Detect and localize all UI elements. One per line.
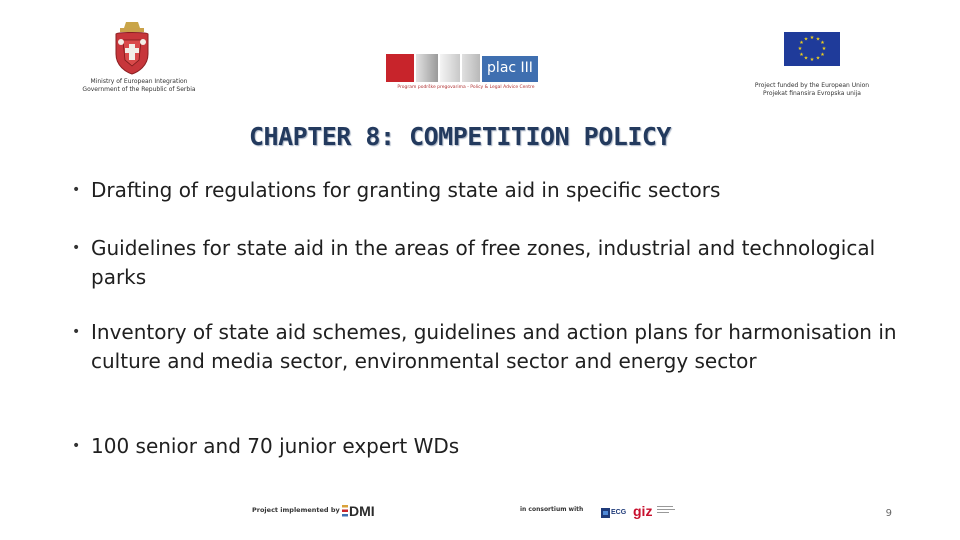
eu-flag-icon [784,32,840,66]
dmi-logo [342,503,384,519]
list-item [72,432,911,461]
bullet-dot-icon: • [72,182,81,198]
plac-logo-text: plac III [482,56,538,82]
list-item [72,318,911,376]
giz-logo [633,503,679,519]
svg-text:★: ★ [821,46,827,52]
bullet-text: Drafting of regulations for granting state aid in specific sectors [91,178,721,202]
bullet-dot-icon: • [72,324,81,340]
giz-subtext-icon [657,505,677,515]
svg-text:★: ★ [803,55,809,62]
svg-text:★: ★ [803,36,809,43]
ministry-label [74,78,204,94]
eu-funding-note [752,82,872,98]
ecg-mark-icon [601,508,610,518]
list-item [72,234,911,292]
plac-logo [386,54,542,94]
plac-tile-light [440,54,460,82]
plac-tile-light-2 [462,54,480,82]
dmi-logo-text: DMI [349,503,375,519]
plac-tile-red [386,54,414,82]
implemented-by-label: Project implemented by [252,506,340,514]
bullet-text: Inventory of state aid schemes, guidelines and action plans for harmonisation in culture and media sector, environmental sector and energy sector [91,320,897,373]
list-item [72,176,911,205]
svg-text:★: ★ [820,40,825,46]
bullet-text: 100 senior and 70 junior expert WDs [91,434,460,458]
bullet-text: Guidelines for state aid in the areas of free zones, industrial and technological parks [91,236,876,289]
svg-text:★: ★ [820,52,825,58]
svg-text:★: ★ [799,40,804,46]
svg-text:★: ★ [809,35,815,41]
ecg-logo-text: ECG [611,509,627,516]
bullet-dot-icon: • [72,438,81,454]
serbia-coat-of-arms-icon [112,20,152,76]
page-number: 9 [885,508,892,519]
giz-logo-text: giz [633,503,653,519]
eu-note-line-1: Project funded by the European Union [754,82,870,89]
plac-tagline: Program podrške pregovarima - Policy & Legal Advice Centre [397,85,535,90]
ecg-logo [601,508,627,518]
svg-text:★: ★ [799,52,804,58]
eu-note-line-2: Projekat finansira Evropska unija [763,90,861,97]
plac-tile-grey [416,54,438,82]
bullet-dot-icon: • [72,240,81,256]
slide-title: CHAPTER 8: COMPETITION POLICY [249,122,671,151]
svg-text:★: ★ [815,55,821,62]
consortium-label: in consortium with [520,506,584,513]
dmi-mark-icon [342,505,348,517]
svg-text:★: ★ [809,57,815,63]
ministry-line-2: Government of the Republic of Serbia [82,86,196,93]
svg-text:★: ★ [797,46,803,52]
svg-text:★: ★ [815,36,821,43]
ministry-line-1: Ministry of European Integration [90,78,188,85]
